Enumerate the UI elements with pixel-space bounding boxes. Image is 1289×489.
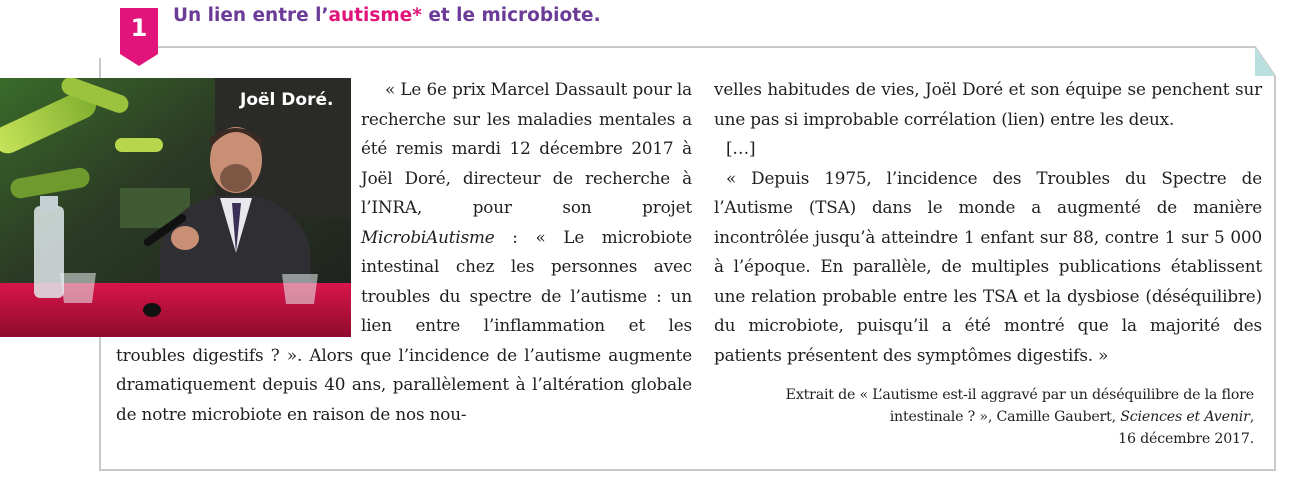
title-text-end: et le microbiote. [421,5,601,26]
section-number-badge [120,8,158,56]
title-text-start: Un lien entre l’ [173,5,329,26]
source-author: intestinale ? », Camille Gaubert, [889,409,1121,425]
article-column-2 [714,75,1262,370]
article-paragraph-1-end: velles habitudes de vies, Joël Doré et son équipe se penchent sur une pas si improbable corrélation (lien) entre les deux. [714,79,1262,129]
source-line-1: Extrait de « L’autisme est-il aggravé par un déséquilibre de la flore [785,387,1254,403]
source-date: 16 décembre 2017. [1118,431,1254,447]
photo-caption: Joël Doré. [240,90,334,110]
source-comma: , [1249,409,1254,425]
paragraph-1-text: « Le 6e prix Marcel Dassault pour la recherche sur les maladies mentales a été remis mardi 12 décembre 2017 à Joël Doré, directeur de recherche à l’INRA, pour son projet [361,79,692,217]
source-publication: Sciences et Avenir [1120,409,1250,425]
project-name: MicrobiAutisme [361,226,495,247]
source-citation [714,384,1254,450]
article-paragraph-2: « Depuis 1975, l’incidence des Troubles du Spectre de l’Autisme (TSA) dans le monde a augmenté de manière incontrôlée jusqu’à atteindre 1 enfant sur 88, contre 1 sur 5 000 à l’époque. En parallèle, de multiples publications établissent une relation probable entre les TSA et la dysbiose (déséquilibre) du microbiote, puisqu’il a été montré que la majorité des patients présentent des symptômes digestifs. » [714,167,1262,365]
title-highlight-autisme: autisme* [328,5,422,26]
paragraph-1-continued: : « Le microbiote intestinal chez les personnes avec troubles du spectre de l’autisme : un lien entre l’inflammation et les troubles digestifs ? ». Alors que l’incidence de l’autisme augmente dramatiquement depuis 40 ans, parallèlement à l’altération globale de notre microbiote en raison de nos nou- [116,226,692,424]
section-title [173,5,601,26]
photo-wrap-spacer [116,75,361,340]
omission-marker: […] [726,138,756,158]
source-line-2 [714,406,1254,428]
section-number: 1 [130,14,148,42]
article-column-1 [116,75,692,445]
